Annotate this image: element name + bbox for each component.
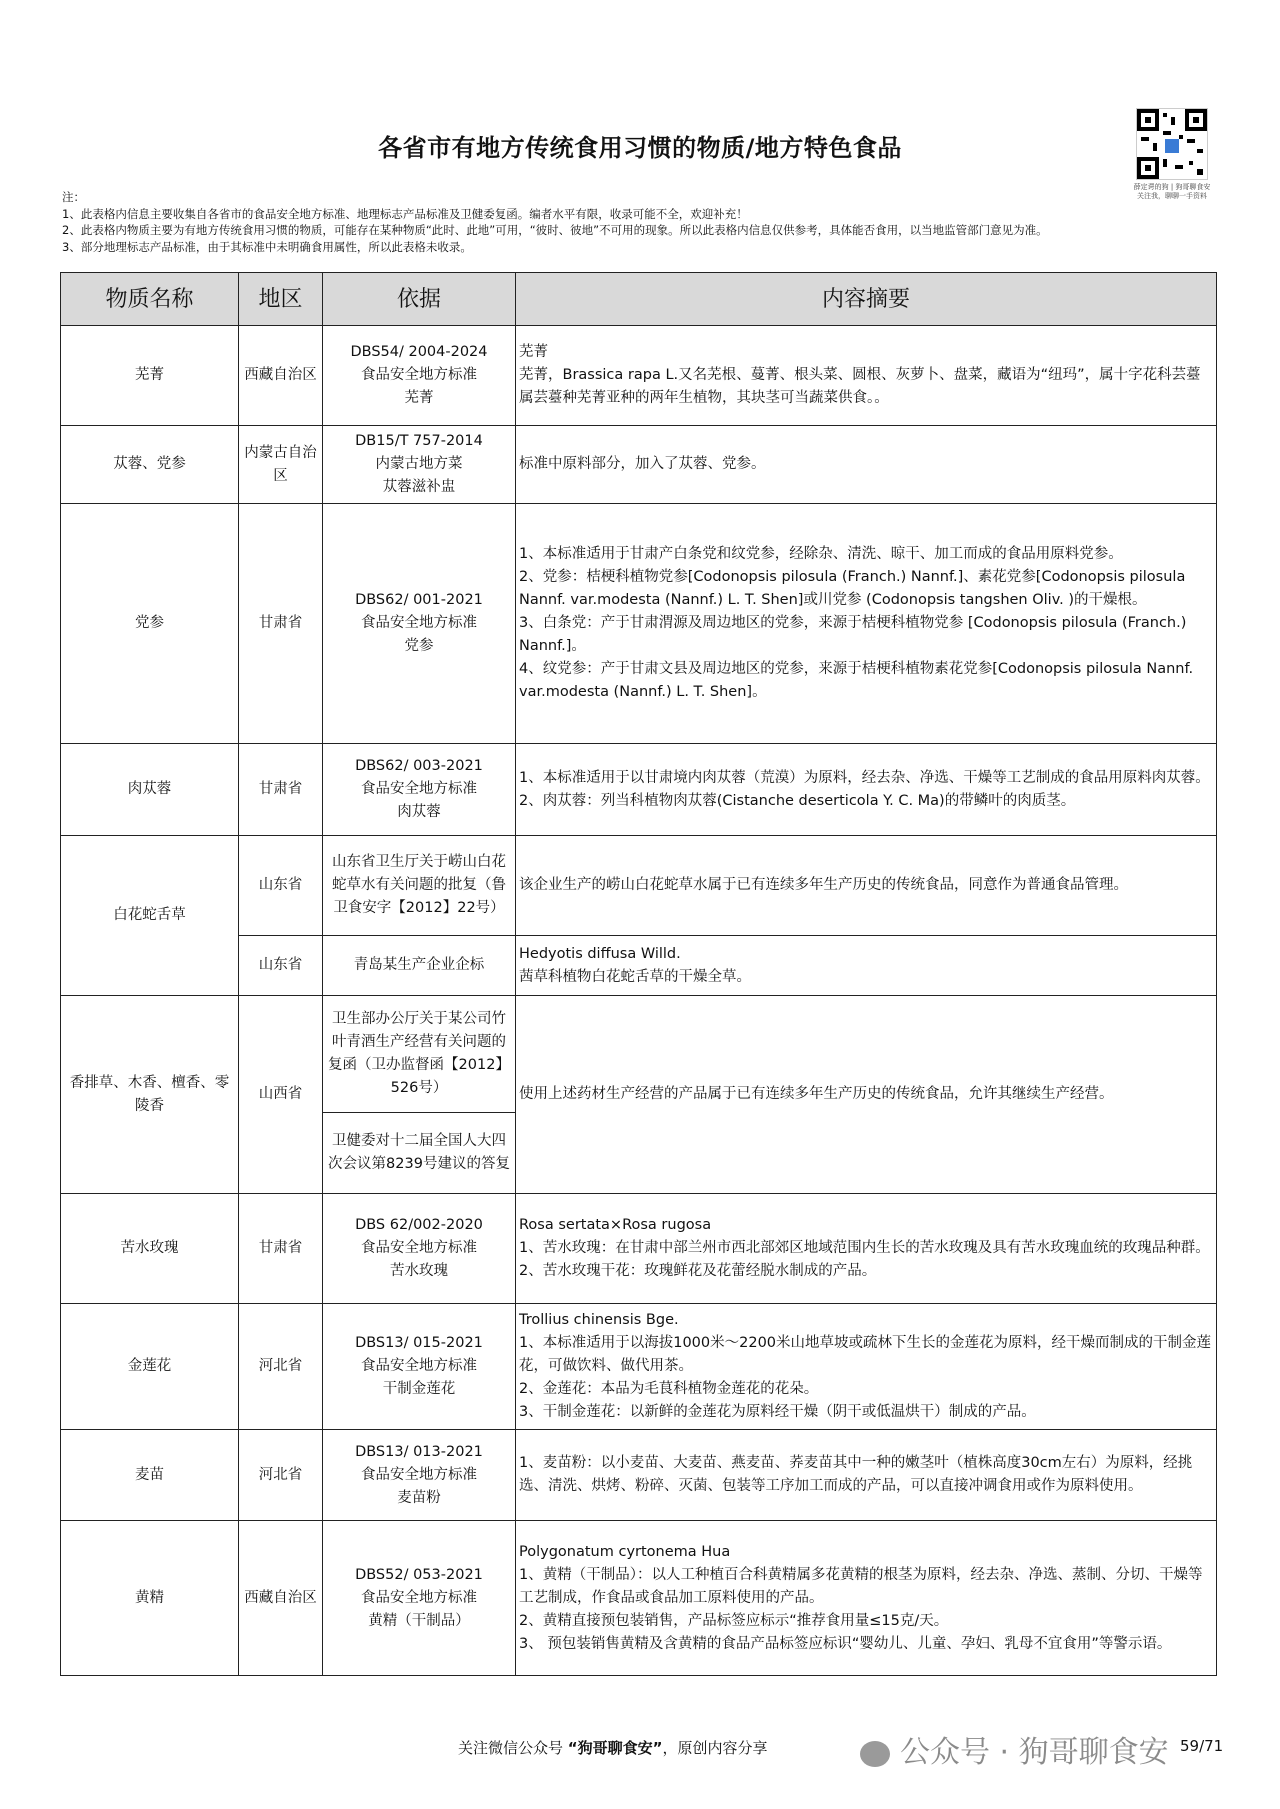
cell-basis: DBS62/ 003-2021 食品安全地方标准 肉苁蓉: [323, 744, 516, 836]
note-item: 2、此表格内物质主要为有地方传统食用习惯的物质，可能存在某种物质“此时、此地”可用，“彼时、彼地”不可用的现象。所以此表格内信息仅供参考，具体能否食用，以当地监管部门意见为准。: [62, 223, 1048, 237]
header-summary: 内容摘要: [516, 273, 1217, 326]
cell-name: 苦水玫瑰: [61, 1194, 239, 1304]
table-row: [61, 744, 1217, 836]
table-header-row: [61, 273, 1217, 326]
table-row: [61, 996, 1217, 1113]
cell-name: 黄精: [61, 1521, 239, 1676]
table-row: [61, 1521, 1217, 1676]
table-row: [61, 1194, 1217, 1304]
table-row: [61, 836, 1217, 936]
cell-region: 内蒙古自治区: [239, 426, 323, 504]
cell-summary: 1、本标准适用于以甘肃境内肉苁蓉（荒漠）为原料，经去杂、净选、干燥等工艺制成的食品用原料肉苁蓉。 2、肉苁蓉：列当科植物肉苁蓉(Cistanche deserticola Y. C. Ma)的带鳞叶的肉质茎。: [516, 744, 1217, 836]
cell-summary: Rosa sertata×Rosa rugosa 1、苦水玫瑰：在甘肃中部兰州市西北部郊区地域范围内生长的苦水玫瑰及具有苦水玫瑰血统的玫瑰品种群。 2、苦水玫瑰干花：玫瑰鲜花及花蕾经脱水制成的产品。: [516, 1194, 1217, 1304]
cell-name: 肉苁蓉: [61, 744, 239, 836]
cell-basis: DBS 62/002-2020 食品安全地方标准 苦水玫瑰: [323, 1194, 516, 1304]
cell-region: 甘肃省: [239, 1194, 323, 1304]
cell-name: 金莲花: [61, 1304, 239, 1430]
note-item: 3、部分地理标志产品标准，由于其标准中未明确食用属性，所以此表格未收录。: [62, 239, 472, 254]
cell-region: 西藏自治区: [239, 326, 323, 426]
cell-summary: 标准中原料部分，加入了苁蓉、党参。: [516, 426, 1217, 504]
table-row: [61, 1304, 1217, 1430]
header-region: 地区: [239, 273, 323, 326]
cell-basis: DB15/T 757-2014 内蒙古地方菜 苁蓉滋补盅: [323, 426, 516, 504]
cell-summary: 该企业生产的崂山白花蛇草水属于已有连续多年生产历史的传统食品，同意作为普通食品管理。: [516, 836, 1217, 936]
page-number: 59/71: [1180, 1737, 1224, 1755]
cell-summary: 使用上述药材生产经营的产品属于已有连续多年生产历史的传统食品，允许其继续生产经营。: [516, 996, 1217, 1194]
table-row: [61, 1430, 1217, 1521]
header-name: 物质名称: [61, 273, 239, 326]
cell-summary: 芜菁 芜菁，Brassica rapa L.又名芜根、蔓菁、根头菜、圆根、灰萝卜、盘菜，藏语为“纽玛”，属十字花科芸薹属芸薹种芜菁亚种的两年生植物，其块茎可当蔬菜供食。。: [516, 326, 1217, 426]
qr-code: [1136, 108, 1208, 180]
footer: [458, 1737, 768, 1758]
cell-region: 西藏自治区: [239, 1521, 323, 1676]
cell-summary: Hedyotis diffusa Willd. 茜草科植物白花蛇舌草的干燥全草。: [516, 936, 1217, 996]
cell-region: 河北省: [239, 1304, 323, 1430]
cell-region: 山东省: [239, 836, 323, 936]
cell-region: 山东省: [239, 936, 323, 996]
footer-account: “狗哥聊食安”: [567, 1739, 663, 1757]
qr-caption: 薛定谔的狗 | 狗哥聊食安 关注我，聊聊一手资料: [1133, 183, 1211, 200]
note-heading: 注：: [62, 190, 85, 204]
cell-name: 白花蛇舌草: [61, 836, 239, 996]
footer-prefix: 关注微信公众号: [458, 1739, 568, 1757]
cell-basis: 青岛某生产企业企标: [323, 936, 516, 996]
cell-summary: Polygonatum cyrtonema Hua 1、黄精（干制品）：以人工种植百合科黄精属多花黄精的根茎为原料，经去杂、净选、蒸制、分切、干燥等工艺制成，作食品或食品加工原料使用的产品。 2、黄精直接预包装销售，产品标签应标示“推荐食用量≤15克/天。 3、 预包装销售黄精及含黄精的食品产品标签应标识“婴幼儿、儿童、孕妇、乳母不宜食用”等警示语。: [516, 1521, 1217, 1676]
wechat-icon: [860, 1741, 890, 1767]
cell-summary: 1、本标准适用于甘肃产白条党和纹党参，经除杂、清洗、晾干、加工而成的食品用原料党参。 2、党参：桔梗科植物党参[Codonopsis pilosula (Franch.) Nannf.]、素花党参[Codonopsis pilosula Nannf. var.modesta (Nannf.) L. T. Shen]或川党参 (Codonopsis tangshen Oliv. )的干燥根。 3、白条党：产于甘肃渭源及周边地区的党参，来源于桔梗科植物党参 [Codonopsis pilosula (Franch.) Nannf.]。 4、纹党参：产于甘肃文县及周边地区的党参，来源于桔梗科植物素花党参[Codonopsis pilosula Nannf. var.modesta (Nannf.) L. T. Shen]。: [516, 504, 1217, 744]
note-item: 1、此表格内信息主要收集自各省市的食品安全地方标准、地理标志产品标准及卫健委复函。编者水平有限，收录可能不全，欢迎补充！: [62, 206, 748, 221]
cell-name: 苁蓉、党参: [61, 426, 239, 504]
cell-basis: DBS52/ 053-2021 食品安全地方标准 黄精（干制品）: [323, 1521, 516, 1676]
table-row: [61, 504, 1217, 744]
cell-basis: DBS13/ 013-2021 食品安全地方标准 麦苗粉: [323, 1430, 516, 1521]
cell-region: 河北省: [239, 1430, 323, 1521]
page-title: 各省市有地方传统食用习惯的物质/地方特色食品: [378, 134, 902, 162]
header-basis: 依据: [323, 273, 516, 326]
cell-basis: 山东省卫生厅关于崂山白花蛇草水有关问题的批复（鲁卫食安字【2012】22号）: [323, 836, 516, 936]
cell-region: 甘肃省: [239, 744, 323, 836]
notes: [62, 189, 1222, 255]
cell-basis: DBS54/ 2004-2024 食品安全地方标准 芜菁: [323, 326, 516, 426]
substance-table: [60, 272, 1217, 1676]
watermark-text: 公众号 · 狗哥聊食安: [900, 1735, 1169, 1770]
cell-name: 香排草、木香、檀香、零陵香: [61, 996, 239, 1194]
cell-region: 甘肃省: [239, 504, 323, 744]
cell-summary: Trollius chinensis Bge. 1、本标准适用于以海拔1000米～2200米山地草坡或疏林下生长的金莲花为原料，经干燥而制成的干制金莲花，可做饮料、做代用茶。 2、金莲花：本品为毛茛科植物金莲花的花朵。 3、干制金莲花：以新鲜的金莲花为原料经干燥（阴干或低温烘干）制成的产品。: [516, 1304, 1217, 1430]
cell-summary: 1、麦苗粉：以小麦苗、大麦苗、燕麦苗、荞麦苗其中一种的嫩茎叶（植株高度30cm左右）为原料，经挑选、清洗、烘烤、粉碎、灭菌、包装等工序加工而成的产品，可以直接冲调食用或作为原料使用。: [516, 1430, 1217, 1521]
cell-basis: 卫生部办公厅关于某公司竹叶青酒生产经营有关问题的复函（卫办监督函【2012】526号）: [323, 996, 516, 1113]
qr-code-icon: [1137, 109, 1207, 179]
table-row: [61, 426, 1217, 504]
cell-region: 山西省: [239, 996, 323, 1194]
cell-name: 麦苗: [61, 1430, 239, 1521]
cell-name: 党参: [61, 504, 239, 744]
cell-basis: DBS62/ 001-2021 食品安全地方标准 党参: [323, 504, 516, 744]
footer-suffix: ，原创内容分享: [662, 1739, 768, 1757]
cell-basis: DBS13/ 015-2021 食品安全地方标准 干制金莲花: [323, 1304, 516, 1430]
watermark: [860, 1727, 1169, 1771]
cell-basis: 卫健委对十二届全国人大四次会议第8239号建议的答复: [323, 1113, 516, 1194]
table-row: [61, 326, 1217, 426]
cell-name: 芜菁: [61, 326, 239, 426]
